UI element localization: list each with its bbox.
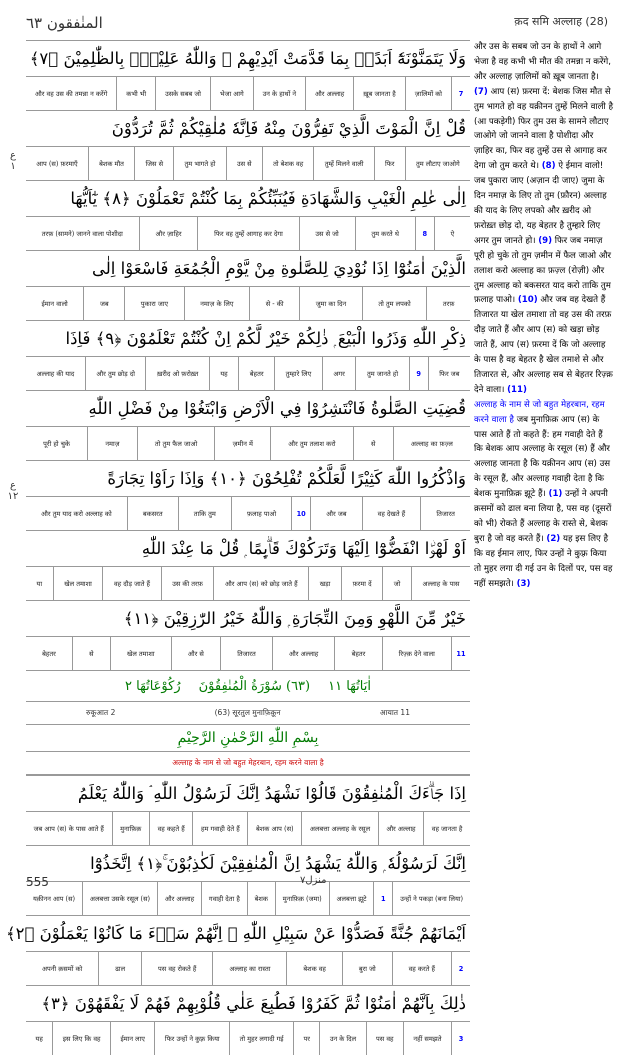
arabic-line: الَّذِيْنَ اٰمَنُوْٓا اِذَا نُوْدِيَ لِلصَّلٰوةِ مِنْ يَّوْمِ الْجُمُعَةِ فَاسْعَوْا اِلٰى bbox=[26, 250, 470, 286]
word-gloss: खेल तमाशा bbox=[110, 637, 171, 670]
word-translation-row bbox=[26, 146, 470, 180]
arabic-line: وَاذْكُرُوا اللّٰهَ كَثِيْرًا لَّعَلَّكُمْ تُفْلِحُوْنَ ﴿١٠﴾ وَاِذَا رَاَوْا تِجَارَةً bbox=[26, 460, 470, 496]
word-gloss: फिर bbox=[374, 147, 405, 180]
ayah-number: (1) bbox=[548, 489, 563, 500]
word-gloss: उसके सबब जो bbox=[155, 77, 210, 110]
surah-header: المنٰفقون ٦٣ bbox=[26, 14, 103, 32]
word-gloss: 9 bbox=[409, 357, 428, 390]
word-gloss: ताकि तुम bbox=[178, 497, 231, 530]
word-gloss: 8 bbox=[415, 217, 434, 250]
arabic-line: ذٰلِكَ بِاَنَّهُمْ اٰمَنُوْا ثُمَّ كَفَرُوْا فَطُبِعَ عَلٰي قُلُوْبِهِمْ فَهُمْ لَا يَفْقَهُوْنَ ﴿٣﴾ bbox=[26, 985, 470, 1021]
word-gloss: फ़लाह पाओ bbox=[231, 497, 291, 530]
word-gloss: तुम करते थे bbox=[355, 217, 415, 250]
ruku-mark: ع ١ bbox=[10, 150, 16, 172]
arabic-line: اَيْمَانَهُمْ جُنَّةً فَصَدُّوْا عَنْ سَبِيْلِ اللّٰهِ ۭ اِنَّهُمْ سَاۗءَ مَا كَانُوْا يَعْمَلُوْنَ ﴿٢﴾ bbox=[26, 915, 470, 951]
word-gloss: बुरा जो bbox=[342, 952, 392, 985]
word-translation-row bbox=[26, 76, 470, 110]
manzil-label: منزل٧ bbox=[300, 875, 327, 886]
arabic-line: اِذَا جَاۗءَكَ الْمُنٰفِقُوْنَ قَالُوْا نَشْهَدُ اِنَّكَ لَرَسُوْلُ اللّٰهِ ۘ وَاللّٰهُ يَعْلَمُ bbox=[26, 775, 470, 811]
arabic-line: اَوْ لَهْوَۨا انْفَضُّوْٓا اِلَيْهَا وَتَرَكُوْكَ قَاۗىِٕمًا ۭ قُلْ مَا عِنْدَ اللّٰهِ bbox=[26, 530, 470, 566]
word-gloss: जो bbox=[382, 567, 411, 600]
word-gloss: 3 bbox=[451, 1022, 470, 1055]
ayah-number: (9) bbox=[538, 235, 553, 246]
word-gloss: पस वह रोकते हैं bbox=[141, 952, 212, 985]
word-gloss: उन्हों ने पकड़ा (बना लिया) bbox=[392, 882, 470, 915]
word-gloss: तुम लौटाए जाओगे bbox=[405, 147, 470, 180]
word-translation-row bbox=[26, 426, 470, 460]
word-gloss: नमाज़ bbox=[87, 427, 137, 460]
word-translation-row bbox=[26, 951, 470, 985]
word-translation-row bbox=[26, 636, 470, 670]
word-gloss: और तुम छोड़ दो bbox=[85, 357, 146, 390]
word-gloss: जुमा का दिन bbox=[299, 287, 362, 320]
word-gloss: उन के हाथों ने bbox=[253, 77, 305, 110]
word-gloss: बेहतर bbox=[334, 637, 381, 670]
word-gloss: बेशक आप (स) bbox=[247, 812, 301, 845]
word-gloss: ज़ालिमों को bbox=[405, 77, 451, 110]
word-gloss: उन के दिल bbox=[319, 1022, 365, 1055]
word-gloss: बेशक bbox=[247, 882, 275, 915]
word-gloss: और वह उस की तमन्ना न करेंगे bbox=[35, 89, 108, 98]
page-number: 555 bbox=[26, 875, 49, 889]
word-gloss: अल्लाह का फ़ज़्ल bbox=[393, 427, 470, 460]
word-gloss: ढाल bbox=[98, 952, 141, 985]
word-gloss: तुम जानते हो bbox=[355, 357, 408, 390]
arabic-line: خَيْرٌ مِّنَ اللَّهْوِ وَمِنَ التِّجَارَةِ ۭ وَاللّٰهُ خَيْرُ الرّٰزِقِيْنَ ﴿١١﴾ bbox=[26, 600, 470, 636]
word-gloss: से bbox=[72, 637, 110, 670]
word-gloss: तो मुहर लगादी गई bbox=[229, 1022, 293, 1055]
word-gloss: जब आप (स) के पास आते हैं bbox=[33, 824, 104, 833]
word-translation-row bbox=[26, 811, 470, 845]
word-gloss: फिर उन्हों ने कुफ़्र किया bbox=[154, 1022, 229, 1055]
bismillah-translation: अल्लाह के नाम से जो बहुत मेहरबान, रहम करने वाला है bbox=[26, 751, 470, 775]
word-gloss: वह करते हैं bbox=[392, 952, 451, 985]
word-gloss: ईमान वालो bbox=[41, 299, 68, 308]
word-gloss: खेल तमाशा bbox=[53, 567, 103, 600]
word-gloss: आप (स) फ़रमाएँ bbox=[36, 159, 78, 168]
word-gloss: तो बेशक वह bbox=[262, 147, 314, 180]
word-gloss: ख़ूब जानता है bbox=[353, 77, 405, 110]
translation-text: ऐ ईमान वालो! जब पुकारा जाए (अज़ान दी जाए) जुमा के दिन नमाज़ के लिए तो तुम (फ़ौरन) अल्लाह की याद के लिए लपको और ख़रीद ओ फ़रोख़्त छोड़ दो, यह बेहतर है तुम्हारे लिए अगर तुम जानते हो। bbox=[474, 161, 607, 246]
word-gloss: पुकारा जाए bbox=[124, 287, 183, 320]
word-gloss: मुनाफ़िक़ (जमा) bbox=[275, 882, 329, 915]
word-gloss: ऐ bbox=[434, 217, 470, 250]
word-gloss: भेजा आगे bbox=[210, 77, 253, 110]
word-gloss: फिर जब bbox=[428, 357, 470, 390]
word-gloss: और अल्लाह bbox=[272, 637, 335, 670]
word-gloss: ईमान लाए bbox=[110, 1022, 154, 1055]
word-gloss: तुम्हारे लिए bbox=[274, 357, 322, 390]
translation-text: और उस के सबब जो उन के हाथों ने आगे भेजा है वह कभी भी मौत की तमन्ना न करेंगे, और अल्लाह ज़ालिमों को ख़ूब जानता है। bbox=[474, 42, 611, 82]
word-gloss: यह bbox=[209, 357, 238, 390]
word-translation-row bbox=[26, 881, 470, 915]
word-gloss: 1 bbox=[373, 882, 392, 915]
word-gloss: 2 bbox=[451, 952, 470, 985]
word-gloss: फ़रमा दें bbox=[341, 567, 382, 600]
word-gloss: ज़मीन में bbox=[214, 427, 270, 460]
bismillah: بِسْمِ اللّٰهِ الرَّحْمٰنِ الرَّحِيْمِ bbox=[26, 724, 470, 751]
word-gloss: तुम भागते हो bbox=[173, 147, 225, 180]
translation-text: आप (स) फ़रमा दें: बेशक जिस मौत से तुम भागते हो वह यक़ीनन तुम्हें मिलने वाली है (आ पकड़ेगी) फिर तुम उस के सामने लौटाए जाओगे जो जानने वाला है पोशीदा और ज़ाहिर का, फिर वह तुम्हें उस से आगाह कर देगा जो तुम करते थे। bbox=[474, 86, 614, 172]
word-gloss: ख़रीद ओ फ़रोख़्त bbox=[145, 357, 208, 390]
word-gloss: नमाज़ के लिए bbox=[184, 287, 249, 320]
word-translation-row bbox=[26, 496, 470, 530]
word-gloss: बेशक वह bbox=[286, 952, 342, 985]
word-gloss: और आप (स) को छोड़ जाते हैं bbox=[213, 567, 308, 600]
word-gloss: और अल्लाह bbox=[305, 77, 353, 110]
word-gloss: वह देखते हैं bbox=[362, 497, 421, 530]
word-gloss: वह जानता है bbox=[423, 812, 470, 845]
word-gloss: अपनी क़समों को bbox=[41, 964, 83, 973]
ayah-number: (2) bbox=[546, 533, 561, 544]
word-gloss: कभी भी bbox=[116, 77, 155, 110]
word-gloss: हम गवाही देते हैं bbox=[192, 812, 247, 845]
arabic-line: قُلْ اِنَّ الْمَوْتَ الَّذِيْ تَفِرُّوْنَ مِنْهُ فَاِنَّهٗ مُلٰقِيْكُمْ ثُمَّ تُرَدُّوْنَ bbox=[26, 110, 470, 146]
ayah-number: (10) bbox=[517, 295, 538, 306]
word-gloss: वह कहते हैं bbox=[149, 812, 192, 845]
word-gloss: अल्लाह के पास bbox=[411, 567, 470, 600]
word-gloss: उस से जो bbox=[299, 217, 355, 250]
word-gloss: और से bbox=[171, 637, 220, 670]
word-translation-row bbox=[26, 356, 470, 390]
word-gloss: गवाही देता है bbox=[201, 882, 247, 915]
word-gloss: बेहतर bbox=[42, 649, 56, 658]
word-gloss: इस लिए कि वह bbox=[52, 1022, 110, 1055]
ruku-mark: ع ١٢ bbox=[7, 480, 19, 502]
surah-meta-ayat: आयात 11 bbox=[379, 708, 410, 717]
word-gloss: तरफ़ (सामने) जानने वाला पोशीदा bbox=[41, 229, 123, 238]
translation-text: यह इस लिए है कि वह ईमान लाए, फिर उन्हों ने कुफ़्र किया तो मुहर लगा दी गई उन के दिलों पर, पस वह नहीं समझते। bbox=[474, 533, 613, 589]
bismillah-translation: अल्लाह के नाम से जो बहुत मेहरबान, रहम करने वाला है bbox=[474, 399, 605, 425]
word-gloss: पर bbox=[293, 1022, 319, 1055]
word-gloss: और तुम तलाश करो bbox=[270, 427, 353, 460]
word-gloss: पस वह bbox=[366, 1022, 403, 1055]
surah-meta-name: (63) सूरतुल मुनाफ़िक़ून bbox=[214, 708, 281, 717]
word-gloss: अल्लाह का रास्ता bbox=[212, 952, 286, 985]
word-gloss: या bbox=[36, 579, 43, 588]
arabic-line: اِلٰى عٰلِمِ الْغَيْبِ وَالشَّهَادَةِ فَيُنَبِّئُكُمْ بِمَا كُنْتُمْ تَعْمَلُوْنَ ﴿٨﴾ يٰٓاَيُّهَا bbox=[26, 180, 470, 216]
word-gloss: रिज़्क़ देने वाला bbox=[382, 637, 451, 670]
ayah-number: (3) bbox=[516, 578, 531, 589]
word-gloss: बकसरत bbox=[127, 497, 178, 530]
word-gloss: तो तुम फैल जाओ bbox=[137, 427, 215, 460]
arabic-line: قُضِيَتِ الصَّلٰوةُ فَانْتَشِرُوْا فِي الْاَرْضِ وَابْتَغُوْا مِنْ فَضْلِ اللّٰهِ bbox=[26, 390, 470, 426]
word-gloss: यक़ीनन आप (स) bbox=[32, 894, 76, 903]
translation-text: उन्हों ने अपनी क़समों को ढाल बना लिया है, पस वह (दूसरों को भी) रोकते हैं अल्लाह के रास्ते से, बेशक बुरा है जो वह करते हैं। bbox=[474, 489, 612, 544]
arabic-line: ذِكْرِ اللّٰهِ وَذَرُوا الْبَيْعَ ۭ ذٰلِكُمْ خَيْرٌ لَّكُمْ اِنْ كُنْتُمْ تَعْلَمُوْنَ ﴿٩﴾ فَاِذَا bbox=[26, 320, 470, 356]
word-gloss: बेशक मौत bbox=[88, 147, 134, 180]
word-gloss: नहीं समझते bbox=[403, 1022, 451, 1055]
surah-ayat: اٰيَاتُهَا ١١ bbox=[328, 678, 371, 694]
surah-title-bar bbox=[26, 670, 470, 701]
word-gloss: अलबत्ता झूटे bbox=[329, 882, 374, 915]
translation-column bbox=[474, 40, 614, 863]
word-gloss: और ज़ाहिर bbox=[139, 217, 198, 250]
translation-text: और जब वह देखते हैं तिजारत या खेल तमाशा तो वह उस की तरफ़ दौड़ जाते हैं और आप (स) को खड़ा छोड़ जाते हैं, आप (स) फ़रमा दें कि जो अल्लाह के पास है वह बेहतर है खेल तमाशे से और तिजारत से, और अल्लाह सब से बेहतर रिज़्क़ देने वाला। bbox=[474, 295, 613, 395]
word-gloss: वह दौड़ जाते हैं bbox=[102, 567, 160, 600]
word-translation-row bbox=[26, 1021, 470, 1055]
para-header: क़द समि अल्लाह (28) bbox=[514, 15, 608, 28]
word-gloss: तुम्हें मिलने वाली bbox=[313, 147, 373, 180]
word-gloss: खड़ा bbox=[308, 567, 341, 600]
word-gloss: यह bbox=[35, 1034, 43, 1043]
word-gloss: 11 bbox=[451, 637, 470, 670]
ayah-number: (8) bbox=[541, 161, 556, 172]
word-gloss: मुनाफ़िक़ bbox=[112, 812, 149, 845]
arabic-line: وَلَا يَتَمَنَّوْنَهٗٓ اَبَدًاۢ بِمَا قَدَّمَتْ اَيْدِيْهِمْ ۚ وَاللّٰهُ عَلِيْمٌۢ بِالظّٰلِمِيْنَ ﴿٧﴾ bbox=[26, 40, 470, 76]
word-gloss: उस से bbox=[226, 147, 262, 180]
word-gloss: और तुम याद करो अल्लाह को bbox=[41, 509, 112, 518]
ayah-number: (7) bbox=[474, 86, 488, 97]
surah-meta-row bbox=[26, 701, 470, 724]
word-gloss: बेहतर bbox=[238, 357, 274, 390]
word-gloss: अगर bbox=[322, 357, 356, 390]
word-translation-row bbox=[26, 566, 470, 600]
word-gloss: और अल्लाह bbox=[157, 882, 201, 915]
word-gloss: 10 bbox=[291, 497, 310, 530]
word-gloss: से - की bbox=[249, 287, 299, 320]
word-gloss: जब bbox=[83, 287, 124, 320]
surah-name: (٦٣) سُوْرَةُ الْمُنٰفِقُوْنَ bbox=[198, 678, 311, 694]
translation-text: फिर जब नमाज़ पूरी हो चुके तो तुम ज़मीन में फैल जाओ और तलाश करो अल्लाह का फ़ज़्ल (रोज़ी) और तुम अल्लाह को बकसरत याद करो ताकि तुम फ़लाह पाओ। bbox=[474, 235, 612, 306]
word-gloss: पूरी हो चुके bbox=[43, 439, 70, 448]
word-translation-row bbox=[26, 216, 470, 250]
word-gloss: उस की तरफ़ bbox=[161, 567, 214, 600]
word-gloss: और अल्लाह bbox=[378, 812, 423, 845]
word-gloss: जिस से bbox=[134, 147, 173, 180]
word-translation-row bbox=[26, 286, 470, 320]
surah-meta-ruku: रुकूआत 2 bbox=[86, 708, 116, 717]
arabic-line: اِنَّكَ لَرَسُوْلُهٗ ۭ وَاللّٰهُ يَشْهَدُ اِنَّ الْمُنٰفِقِيْنَ لَكٰذِبُوْنَ ۚ﴿١﴾ اِتَّخَذُوْٓا bbox=[26, 845, 470, 881]
word-gloss: अल्लाह की याद bbox=[36, 369, 75, 378]
ayah-number: (11) bbox=[507, 384, 527, 395]
word-gloss: और जब bbox=[310, 497, 361, 530]
word-gloss: तो तुम लपको bbox=[362, 287, 427, 320]
word-gloss: अलबत्ता उसके रसूल (स) bbox=[82, 882, 157, 915]
word-gloss: अलबत्ता अल्लाह के रसूल bbox=[301, 812, 377, 845]
translation-text: जब मुनाफ़िक़ आप (स) के पास आते हैं तो कहते हैं: हम गवाही देते हैं कि बेशक आप अल्लाह के रसूल (स) हैं और अल्लाह जानता है कि यक़ीनन आप (स) उस के रसूल हैं, और अल्लाह गवाही देता है कि बेशक मुनाफ़िक़ झूटे हैं। bbox=[474, 414, 611, 500]
word-gloss: तिजारत bbox=[220, 637, 272, 670]
word-gloss: तिजारत bbox=[420, 497, 470, 530]
surah-ruku: رُكُوْعَاتُهَا ٢ bbox=[125, 678, 181, 694]
word-gloss: 7 bbox=[451, 77, 470, 110]
word-gloss: फिर वह तुम्हें आगाह कर देगा bbox=[197, 217, 298, 250]
word-gloss: तरफ़ bbox=[426, 287, 470, 320]
word-gloss: से bbox=[353, 427, 393, 460]
